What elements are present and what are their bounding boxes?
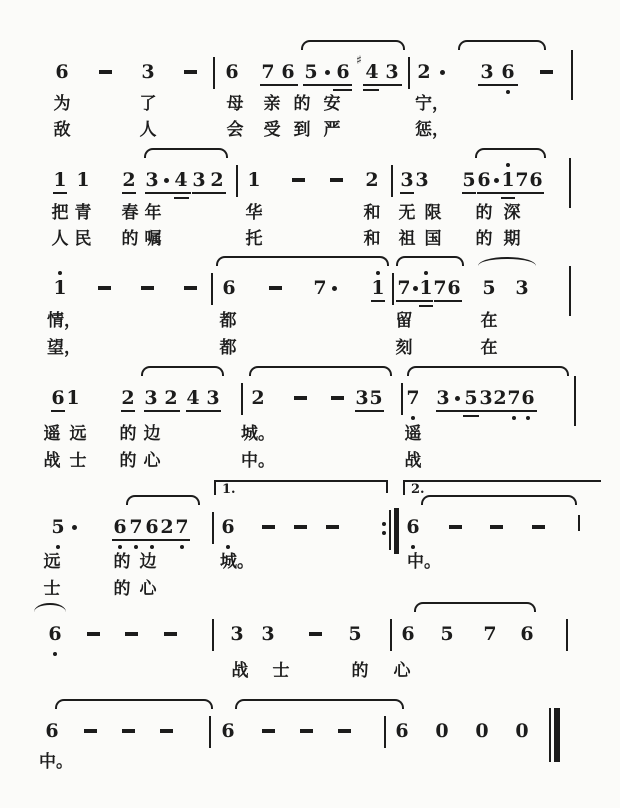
octave-dot-low: [56, 545, 60, 549]
note-digit: 6: [336, 61, 350, 83]
lyric-char: 民: [74, 229, 92, 249]
beam-line: [501, 197, 515, 199]
note-digit: 3: [479, 387, 493, 409]
beam-line: [463, 415, 479, 417]
note-digit: 1: [371, 277, 385, 299]
octave-dot-low: [512, 416, 516, 420]
slur: [55, 699, 213, 709]
lyric-char: 留: [395, 311, 413, 331]
lyric-char: 春: [121, 203, 139, 223]
beam-line: [333, 89, 352, 91]
note-digit: 1: [419, 277, 433, 299]
note-digit: 3: [144, 387, 158, 409]
lyric-char: 情，: [47, 311, 81, 331]
duration-dash: [490, 525, 503, 529]
slur: [414, 602, 536, 612]
note-digit: 6: [145, 516, 159, 538]
note-digit: 6: [221, 720, 235, 742]
duration-dash: [309, 632, 322, 636]
note-digit: 0: [515, 720, 529, 742]
note-digit: 6: [447, 277, 461, 299]
dotted-note-dot: [72, 525, 77, 530]
lyric-char: 和: [363, 229, 381, 249]
lyric-char: 城。: [241, 424, 275, 444]
final-thin-bar: [549, 708, 551, 762]
note-digit: 0: [435, 720, 449, 742]
note-digit: 7: [175, 516, 189, 538]
barline: [209, 716, 211, 748]
barline: [408, 57, 410, 89]
duration-dash: [338, 729, 351, 733]
note-digit: 1: [66, 387, 80, 409]
beam-line: [371, 300, 385, 302]
lyric-char: 心: [393, 661, 411, 681]
slur: [141, 366, 224, 376]
lyric-char: 的: [119, 451, 137, 471]
duration-dash: [330, 178, 343, 182]
note-digit: 1: [53, 169, 67, 191]
beam-line: [51, 410, 65, 412]
note-digit: 2: [365, 169, 379, 191]
volta-bracket: [214, 480, 388, 495]
duration-dash: [292, 178, 305, 182]
octave-dot-low: [53, 652, 57, 656]
note-digit: 4: [186, 387, 200, 409]
note-digit: 3: [206, 387, 220, 409]
duration-dash: [99, 70, 112, 74]
lyric-char: 远: [69, 424, 87, 444]
beam-line: [53, 192, 67, 194]
repeat-thin-bar: [389, 510, 391, 550]
volta-label: 1.: [222, 482, 236, 497]
note-digit: 7: [129, 516, 143, 538]
duration-dash: [122, 729, 135, 733]
lyric-char: 受: [263, 120, 281, 140]
duration-dash: [262, 525, 275, 529]
octave-dot-low: [134, 545, 138, 549]
duration-dash: [87, 632, 100, 636]
dotted-note-dot: [413, 286, 418, 291]
beam-line: [112, 539, 190, 541]
note-digit: 5: [462, 169, 476, 191]
beam-line: [400, 192, 414, 194]
duration-dash: [184, 70, 197, 74]
note-digit: 2: [121, 387, 135, 409]
slur: [421, 495, 577, 505]
note-digit: 7: [433, 277, 447, 299]
octave-dot-low: [150, 545, 154, 549]
duration-dash: [160, 729, 173, 733]
lyric-char: 的: [113, 552, 131, 572]
slur: [407, 366, 569, 376]
slur-end-tick: [578, 515, 580, 531]
note-digit: 7: [515, 169, 529, 191]
lyric-char: 国: [424, 229, 442, 249]
lyric-char: 安: [323, 94, 341, 114]
beam-line: [477, 192, 544, 194]
barline: [391, 165, 393, 197]
lyric-char: 宁，: [415, 94, 449, 114]
duration-dash: [326, 525, 339, 529]
dotted-note-dot: [325, 70, 330, 75]
lyric-char: 祖: [398, 229, 416, 249]
lyric-char: 在: [480, 338, 498, 358]
lyric-char: 战: [404, 451, 422, 471]
lyric-char: 和: [363, 203, 381, 223]
duration-dash: [84, 729, 97, 733]
lyric-char: 士: [272, 661, 290, 681]
barline: [212, 512, 214, 544]
beam-line: [145, 192, 191, 194]
note-digit: 5: [369, 387, 383, 409]
note-digit: 2: [122, 169, 136, 191]
duration-dash: [141, 286, 154, 290]
note-digit: 3: [261, 623, 275, 645]
lyric-char: 托: [245, 229, 263, 249]
lyric-char: 年: [144, 203, 162, 223]
lyric-char: 惩，: [415, 120, 449, 140]
note-digit: 2: [417, 61, 431, 83]
dotted-note-dot: [332, 286, 337, 291]
barline: [213, 57, 215, 89]
note-digit: 2: [493, 387, 507, 409]
octave-dot-low: [226, 545, 230, 549]
lyric-char: 都: [219, 338, 237, 358]
lyric-char: 的: [475, 229, 493, 249]
duration-dash: [331, 396, 344, 400]
duration-dash: [184, 286, 197, 290]
lyric-char: 的: [351, 661, 369, 681]
note-digit: 3: [145, 169, 159, 191]
beam-line: [462, 192, 476, 194]
lyric-char: 城。: [220, 552, 254, 572]
beam-line: [478, 84, 518, 86]
lyric-char: 了: [139, 94, 157, 114]
barline: [236, 165, 238, 197]
lyric-char: 士: [43, 579, 61, 599]
note-digit: 0: [475, 720, 489, 742]
duration-dash: [294, 525, 307, 529]
duration-dash: [449, 525, 462, 529]
duration-dash: [164, 632, 177, 636]
slur: [216, 256, 389, 266]
lyric-char: 遥: [43, 424, 61, 444]
beam-line: [121, 410, 135, 412]
lyric-char: 中。: [407, 552, 441, 572]
repeat-thick-bar: [394, 508, 399, 554]
note-digit: 6: [45, 720, 59, 742]
beam-line: [144, 410, 180, 412]
beam-line: [174, 197, 189, 199]
note-digit: 6: [225, 61, 239, 83]
note-digit: 3: [141, 61, 155, 83]
lyric-char: 会: [226, 120, 244, 140]
note-digit: 3: [230, 623, 244, 645]
note-digit: 3: [480, 61, 494, 83]
lyric-char: 为: [53, 94, 71, 114]
slur: [144, 148, 228, 158]
barline: [212, 619, 214, 651]
dotted-note-dot: [440, 70, 445, 75]
duration-dash: [540, 70, 553, 74]
duration-dash: [269, 286, 282, 290]
octave-dot-low: [180, 545, 184, 549]
note-digit: 1: [53, 277, 67, 299]
slur: [475, 148, 546, 158]
lyric-char: 嘱: [144, 229, 162, 249]
note-digit: 3: [355, 387, 369, 409]
lyric-char: 母: [226, 94, 244, 114]
duration-dash: [125, 632, 138, 636]
lyric-char: 把: [51, 203, 69, 223]
note-digit: 6: [113, 516, 127, 538]
volta-label: 2.: [411, 482, 425, 497]
note-digit: 2: [160, 516, 174, 538]
duration-dash: [300, 729, 313, 733]
octave-dot-high: [424, 271, 428, 275]
note-digit: 3: [515, 277, 529, 299]
lyric-char: 人: [139, 120, 157, 140]
beam-line: [192, 192, 226, 194]
lyric-char: 青: [74, 203, 92, 223]
octave-dot-low: [411, 416, 415, 420]
note-digit: 6: [401, 623, 415, 645]
duration-dash: [532, 525, 545, 529]
volta-end-tick: [386, 480, 388, 493]
note-digit: 6: [51, 387, 65, 409]
lyric-char: 刻: [395, 338, 413, 358]
note-digit: 6: [395, 720, 409, 742]
slur: [458, 40, 546, 50]
note-digit: 6: [281, 61, 295, 83]
barline: [401, 383, 403, 415]
final-thick-bar: [554, 708, 560, 762]
barline: [390, 619, 392, 651]
note-digit: 5: [51, 516, 65, 538]
beam-line: [419, 305, 433, 307]
barline-system-end: [574, 376, 576, 426]
octave-dot-high: [376, 271, 380, 275]
slur: [396, 256, 464, 266]
barline: [384, 716, 386, 748]
beam-line: [434, 300, 462, 302]
duration-dash: [262, 729, 275, 733]
sharp-accidental: ♯: [356, 53, 362, 67]
note-digit: 5: [482, 277, 496, 299]
slur: [235, 699, 404, 709]
beam-line: [355, 410, 384, 412]
note-digit: 2: [251, 387, 265, 409]
lyric-char: 战: [43, 451, 61, 471]
dotted-note-dot: [455, 396, 460, 401]
beam-line: [363, 84, 402, 86]
note-digit: 3: [436, 387, 450, 409]
beam-line: [363, 89, 379, 91]
note-digit: 6: [477, 169, 491, 191]
lyric-char: 到: [293, 120, 311, 140]
lyric-char: 战: [231, 661, 249, 681]
note-digit: 2: [210, 169, 224, 191]
lyric-char: 的: [293, 94, 311, 114]
barline: [241, 383, 243, 415]
note-digit: 7: [406, 387, 420, 409]
lyric-char: 敌: [53, 120, 71, 140]
lyric-char: 远: [43, 552, 61, 572]
lyric-char: 遥: [404, 424, 422, 444]
octave-dot-low: [411, 545, 415, 549]
octave-dot-low: [506, 90, 510, 94]
beam-line: [396, 300, 433, 302]
lyric-char: 望，: [47, 338, 81, 358]
beam-line: [436, 410, 537, 412]
lyric-char: 心: [143, 451, 161, 471]
lyric-char: 在: [480, 311, 498, 331]
lyric-char: 华: [245, 203, 263, 223]
barline: [392, 273, 394, 305]
note-digit: 5: [348, 623, 362, 645]
note-digit: 6: [222, 277, 236, 299]
note-digit: 7: [397, 277, 411, 299]
note-digit: 7: [507, 387, 521, 409]
lyric-char: 人: [51, 229, 69, 249]
note-digit: 6: [221, 516, 235, 538]
octave-dot-low: [118, 545, 122, 549]
note-digit: 6: [520, 623, 534, 645]
volta-bracket: [403, 480, 601, 495]
lyric-char: 边: [143, 424, 161, 444]
barline: [211, 273, 213, 305]
lyric-char: 中。: [241, 451, 275, 471]
dotted-note-dot: [494, 178, 499, 183]
lyric-char: 严: [323, 120, 341, 140]
note-digit: 4: [365, 61, 379, 83]
octave-dot-high: [58, 271, 62, 275]
lyric-char: 的: [113, 579, 131, 599]
octave-dot-low: [526, 416, 530, 420]
lyric-char: 深: [503, 203, 521, 223]
lyric-char: 心: [139, 579, 157, 599]
note-digit: 7: [483, 623, 497, 645]
note-digit: 3: [415, 169, 429, 191]
beam-line: [186, 410, 221, 412]
note-digit: 2: [164, 387, 178, 409]
note-digit: 5: [304, 61, 318, 83]
note-digit: 6: [406, 516, 420, 538]
note-digit: 1: [501, 169, 515, 191]
slur: [34, 603, 66, 612]
duration-dash: [294, 396, 307, 400]
lyric-char: 边: [139, 552, 157, 572]
note-digit: 6: [521, 387, 535, 409]
octave-dot-high: [506, 163, 510, 167]
barline-system-end: [569, 266, 571, 316]
slur: [126, 495, 200, 505]
note-digit: 6: [501, 61, 515, 83]
note-digit: 1: [247, 169, 261, 191]
lyric-char: 中。: [39, 752, 73, 772]
repeat-dot: [382, 531, 386, 535]
note-digit: 7: [261, 61, 275, 83]
note-digit: 1: [76, 169, 90, 191]
slur: [478, 257, 536, 266]
note-digit: 3: [400, 169, 414, 191]
note-digit: 3: [385, 61, 399, 83]
note-digit: 3: [192, 169, 206, 191]
beam-line: [122, 192, 136, 194]
beam-line: [260, 84, 298, 86]
lyric-char: 限: [424, 203, 442, 223]
beam-line: [303, 84, 352, 86]
note-digit: 6: [48, 623, 62, 645]
note-digit: 5: [440, 623, 454, 645]
note-digit: 4: [174, 169, 188, 191]
lyric-char: 士: [69, 451, 87, 471]
note-digit: 5: [464, 387, 478, 409]
duration-dash: [98, 286, 111, 290]
lyric-char: 的: [475, 203, 493, 223]
dotted-note-dot: [164, 178, 169, 183]
repeat-dot: [382, 522, 386, 526]
lyric-char: 期: [503, 229, 521, 249]
lyric-char: 的: [119, 424, 137, 444]
slur: [249, 366, 392, 376]
note-digit: 7: [313, 277, 327, 299]
note-digit: 6: [529, 169, 543, 191]
barline-system-end: [569, 158, 571, 208]
lyric-char: 无: [398, 203, 416, 223]
lyric-char: 亲: [263, 94, 281, 114]
lyric-char: 都: [219, 311, 237, 331]
barline-system-end: [571, 50, 573, 100]
barline: [566, 619, 568, 651]
slur: [301, 40, 405, 50]
note-digit: 6: [55, 61, 69, 83]
lyric-char: 的: [121, 229, 139, 249]
